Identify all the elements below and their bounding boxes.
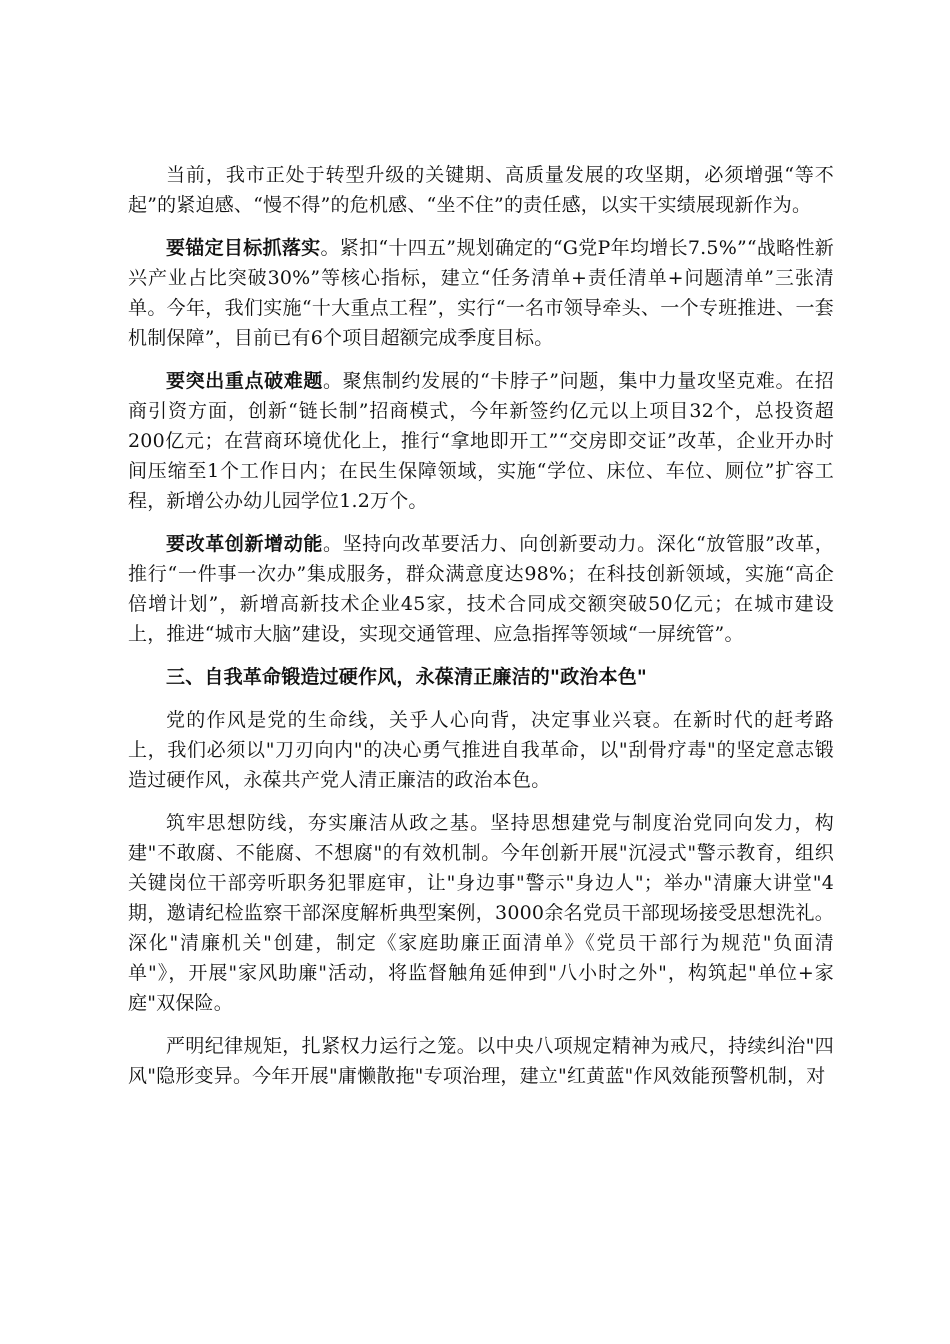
paragraph-targets [128, 233, 834, 353]
paragraph-key-problems [128, 366, 834, 516]
document-page [128, 160, 834, 1104]
paragraph-reform-lead: 要改革创新增动能 [166, 533, 324, 555]
paragraph-key-problems-body: 。聚焦制约发展的“卡脖子”问题，集中力量攻坚克难。在招商引资方面，创新“链长制”招商模式，今年新签约亿元以上项目32个，总投资超200亿元；在营商环境优化上，推行“拿地即开工”“交房即交证”改革，企业开办时间压缩至1个工作日内；在民生保障领域，实施“学位、床位、车位、厕位”扩容工程，新增公办幼儿园学位1.2万个。 [128, 370, 834, 512]
paragraph-key-problems-lead: 要突出重点破难题 [166, 370, 324, 392]
paragraph-style-intro: 党的作风是党的生命线，关乎人心向背，决定事业兴衰。在新时代的赶考路上，我们必须以"刀刃向内"的决心勇气推进自我革命，以"刮骨疗毒"的坚定意志锻造过硬作风，永葆共产党人清正廉洁的政治本色。 [128, 709, 834, 791]
paragraph-discipline: 严明纪律规矩，扎紧权力运行之笼。以中央八项规定精神为戒尺，持续纠治"四风"隐形变异。今年开展"庸懒散拖"专项治理，建立"红黄蓝"作风效能预警机制，对 [128, 1035, 834, 1087]
section-heading-three: 三、自我革命锻造过硬作风，永葆清正廉洁的"政治本色" [166, 666, 647, 688]
paragraph-reform-body: 。坚持向改革要活力、向创新要动力。深化“放管服”改革，推行“一件事一次办”集成服务，群众满意度达98%；在科技创新领域，实施“高企倍增计划”，新增高新技术企业45家，技术合同成交额突破50亿元；在城市建设上，推进“城市大脑”建设，实现交通管理、应急指挥等领域“一屏统管”。 [128, 533, 834, 645]
paragraph-reform [128, 529, 834, 649]
paragraph-targets-lead: 要锚定目标抓落实 [166, 237, 321, 259]
paragraph-targets-body: 。紧扣“十四五”规划确定的“G党P年均增长7.5%”“战略性新兴产业占比突破30%”等核心指标，建立“任务清单+责任清单+问题清单”三张清单。今年，我们实施“十大重点工程”，实行“一名市领导牵头、一个专班推进、一套机制保障”，目前已有6个项目超额完成季度目标。 [128, 237, 834, 349]
paragraph-situation: 当前，我市正处于转型升级的关键期、高质量发展的攻坚期，必须增强“等不起”的紧迫感、“慢不得”的危机感、“坐不住”的责任感，以实干实绩展现新作为。 [128, 164, 834, 216]
paragraph-ideological-defense: 筑牢思想防线，夯实廉洁从政之基。坚持思想建党与制度治党同向发力，构建"不敢腐、不能腐、不想腐"的有效机制。今年创新开展"沉浸式"警示教育，组织关键岗位干部旁听职务犯罪庭审，让"身边事"警示"身边人"；举办"清廉大讲堂"4期，邀请纪检监察干部深度解析典型案例，3000余名党员干部现场接受思想洗礼。深化"清廉机关"创建，制定《家庭助廉正面清单》《党员干部行为规范"负面清单"》，开展"家风助廉"活动，将监督触角延伸到"八小时之外"，构筑起"单位+家庭"双保险。 [128, 812, 834, 1014]
